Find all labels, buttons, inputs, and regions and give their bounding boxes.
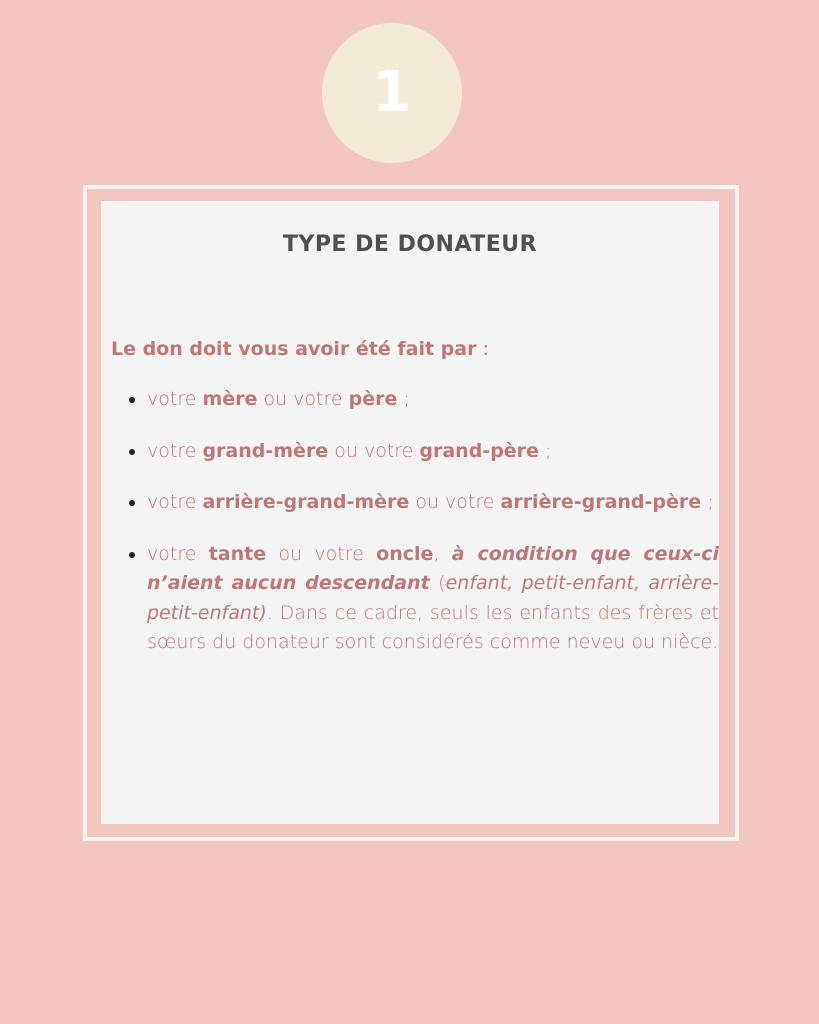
- item-text: votre: [147, 491, 203, 513]
- item-text: ;: [538, 439, 552, 462]
- item-text: ou votre: [409, 491, 501, 513]
- intro-rest: :: [476, 338, 489, 360]
- item-text: votre: [147, 439, 203, 462]
- item-bold: arrière-grand-mère: [202, 491, 410, 513]
- list-item-great-grandparents: [147, 488, 719, 518]
- item-bold-italic: à condition que ceux-ci n’aient aucun descendant: [147, 542, 719, 594]
- item-bold: grand-mère: [202, 439, 329, 462]
- item-bold: oncle: [376, 542, 434, 565]
- item-bold: père: [348, 388, 398, 410]
- list-item-grandparents: [147, 437, 719, 467]
- item-text: ,: [433, 542, 452, 565]
- item-text: ou votre: [266, 542, 377, 565]
- step-number: 1: [372, 60, 412, 125]
- item-bold: arrière-grand-père: [500, 491, 702, 513]
- item-text: votre: [147, 388, 203, 410]
- step-number-badge: [322, 23, 462, 163]
- intro-bold: Le don doit vous avoir été fait par: [111, 338, 477, 360]
- info-card: [101, 201, 719, 824]
- item-text: ;: [701, 491, 714, 513]
- item-text: ;: [397, 388, 410, 410]
- card-title: TYPE DE DONATEUR: [282, 232, 538, 257]
- item-bold: mère: [202, 388, 258, 410]
- item-bold: tante: [208, 542, 267, 565]
- list-item-parents: [147, 385, 719, 415]
- list-item-aunt-uncle: [147, 540, 719, 658]
- item-text: ou votre: [328, 439, 420, 462]
- item-italic: enfant, petit-enfant, arrière-petit-enfant): [147, 572, 720, 624]
- item-text: votre: [147, 542, 209, 565]
- item-bold: grand-père: [419, 439, 539, 462]
- item-text: ou votre: [257, 388, 349, 410]
- intro-text: [111, 338, 489, 360]
- item-text: . Dans ce cadre, seuls les enfants des frères et sœurs du donateur sont considérés comme neveu ou nièce.: [147, 601, 719, 653]
- item-text: (: [429, 572, 446, 594]
- donor-list: [147, 385, 719, 680]
